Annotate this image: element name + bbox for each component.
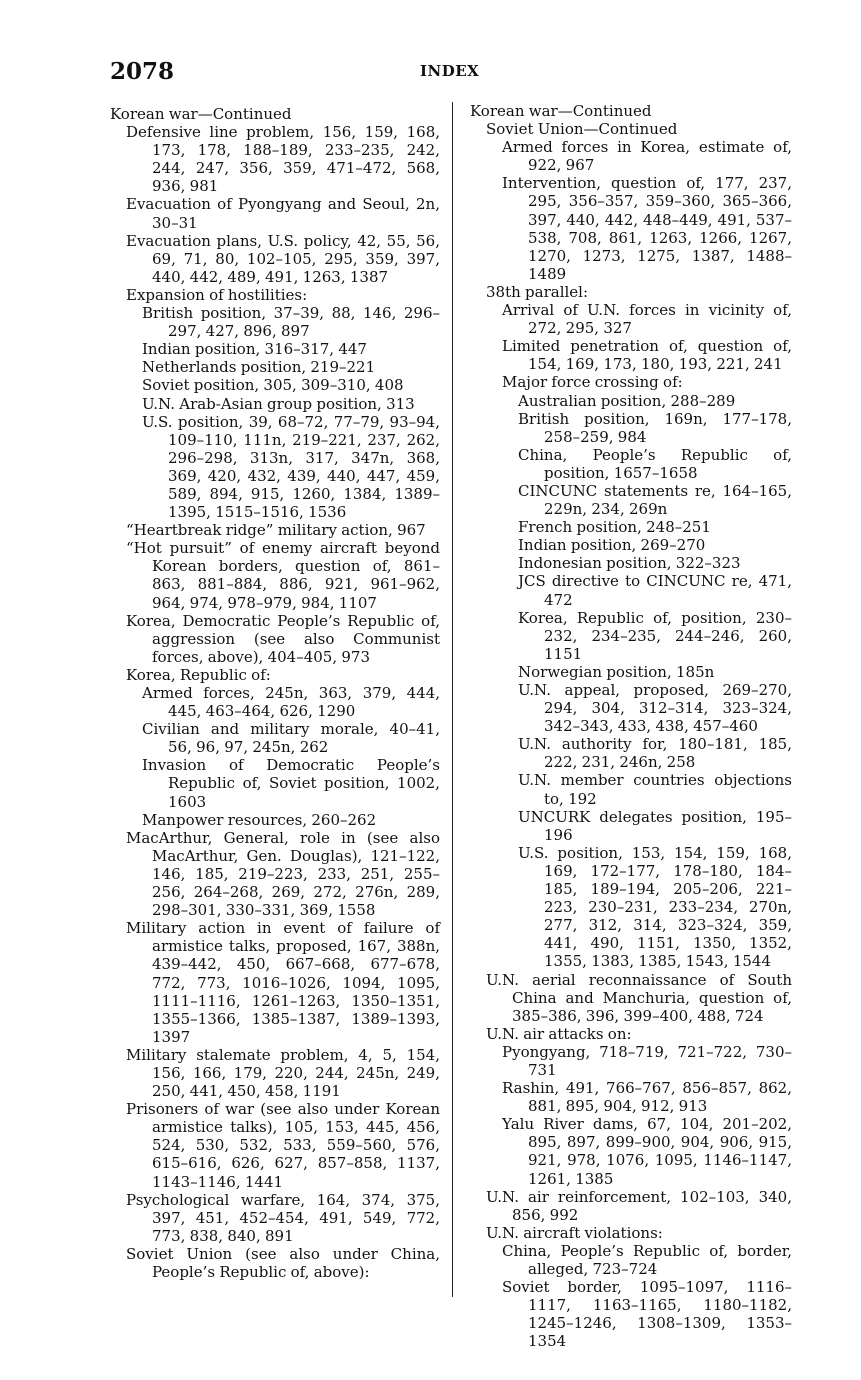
index-entry: Military stalemate problem, 4, 5, 154, 156, 166, 179, 220, 244, 245n, 249, 250, 441, 450, 458, 1191: [126, 1045, 440, 1101]
index-entry: Soviet Union (see also under China, People’s Republic of, above):: [126, 1244, 440, 1281]
index-entry: MacArthur, General, role in (see also MacArthur, Gen. Douglas), 121–122, 146, 185, 219–223, 233, 251, 255–256, 264–268, 269, 272, 276n, 289, 298–301, 330–331, 369, 1558: [126, 828, 440, 920]
index-entry: U.N. air attacks on:: [486, 1024, 632, 1043]
index-entry: Korean war—Continued: [470, 102, 652, 120]
index-entry: Arrival of U.N. forces in vicinity of, 272, 295, 327: [502, 301, 792, 338]
index-entry: 38th parallel:: [486, 282, 589, 301]
index-entry: Armed forces, 245n, 363, 379, 444, 445, 463–464, 626, 1290: [142, 684, 440, 721]
index-entry: French position, 248–251: [518, 518, 711, 537]
index-entry: Norwegian position, 185n: [518, 662, 715, 681]
index-entry: “Heartbreak ridge” military action, 967: [126, 521, 426, 540]
index-entry: Soviet position, 305, 309–310, 408: [142, 376, 404, 395]
index-entry: Yalu River dams, 67, 104, 201–202, 895, 897, 899–900, 904, 906, 915, 921, 978, 1076, 1095, 1146–1147, 1261, 1385: [502, 1115, 792, 1188]
index-entry: Intervention, question of, 177, 237, 295, 356–357, 359–360, 365–366, 397, 440, 442, 448–449, 491, 537–538, 708, 861, 1263, 1266, 1267, 1270, 1273, 1275, 1387, 1488–1489: [502, 174, 792, 283]
index-entry: U.S. position, 39, 68–72, 77–79, 93–94, 109–110, 111n, 219–221, 237, 262, 296–298, 313n, 317, 347n, 368, 369, 420, 432, 439, 440, 447, 459, 589, 894, 915, 1260, 1384, 1389–1395, 1515–1516, 1536: [142, 412, 440, 522]
index-entry: China, People’s Republic of, border, alleged, 723–724: [502, 1241, 792, 1278]
index-entry: Korean war—Continued: [110, 105, 292, 123]
index-entry: CINCUNC statements re, 164–165, 229n, 234, 269n: [518, 481, 792, 519]
index-entry: “Hot pursuit” of enemy aircraft beyond Korean borders, question of, 861–863, 881–884, 886, 921, 961–962, 964, 974, 978–979, 984, 1107: [126, 539, 440, 612]
index-entry: Indian position, 316–317, 447: [142, 340, 367, 359]
index-entry: U.N. air reinforcement, 102–103, 340, 856, 992: [486, 1187, 792, 1224]
index-entry: Invasion of Democratic People’s Republic of, Soviet position, 1002, 1603: [142, 756, 440, 811]
index-entry: China, People’s Republic of, position, 1657–1658: [518, 445, 792, 482]
index-entry: Soviet border, 1095–1097, 1116–1117, 1163–1165, 1180–1182, 1245–1246, 1308–1309, 1353–1354: [502, 1278, 792, 1351]
running-head: INDEX: [420, 62, 480, 80]
index-entry: Manpower resources, 260–262: [142, 810, 377, 829]
index-entry: British position, 169n, 177–178, 258–259, 984: [518, 409, 792, 446]
index-entry: Rashin, 491, 766–767, 856–857, 862, 881, 895, 904, 912, 913: [502, 1079, 792, 1116]
left-index-column: [110, 105, 440, 1281]
page-number: 2078: [110, 58, 175, 85]
index-entry: U.N. aircraft violations:: [486, 1223, 663, 1242]
index-entry: U.N. Arab-Asian group position, 313: [142, 394, 415, 413]
index-entry: Indonesian position, 322–323: [518, 554, 741, 573]
index-entry: Korea, Republic of, position, 230–232, 234–235, 244–246, 260, 1151: [518, 608, 792, 663]
index-entry: Korea, Democratic People’s Republic of, aggression (see also Communist forces, above), 404–405, 973: [126, 611, 440, 666]
index-entry: Korea, Republic of:: [126, 665, 271, 684]
index-entry: Defensive line problem, 156, 159, 168, 173, 178, 188–189, 233–235, 242, 244, 247, 356, 359, 471–472, 568, 936, 981: [126, 123, 440, 196]
column-divider: [452, 102, 453, 1297]
index-entry: Soviet Union—Continued: [486, 120, 678, 139]
index-entry: UNCURK delegates position, 195–196: [518, 807, 792, 844]
index-entry: JCS directive to CINCUNC re, 471, 472: [518, 572, 792, 609]
index-entry: U.N. member countries objections to, 192: [518, 771, 792, 808]
index-entry: Psychological warfare, 164, 374, 375, 397, 451, 452–454, 491, 549, 772, 773, 838, 840, 891: [126, 1190, 440, 1245]
index-entry: Major force crossing of:: [502, 373, 683, 392]
index-entry: U.N. aerial reconnaissance of South China and Manchuria, question of, 385–386, 396, 399–400, 488, 724: [486, 970, 792, 1025]
index-entry: U.S. position, 153, 154, 159, 168, 169, 172–177, 178–180, 184–185, 189–194, 205–206, 221–223, 230–231, 233–234, 270n, 277, 312, 314, 323–324, 359, 441, 490, 1151, 1350, 1352, 1355, 1383, 1385, 1543, 1544: [518, 843, 792, 971]
index-entry: Australian position, 288–289: [518, 391, 736, 410]
index-entry: Evacuation plans, U.S. policy, 42, 55, 56, 69, 71, 80, 102–105, 295, 359, 397, 440, 442, 489, 491, 1263, 1387: [126, 231, 440, 286]
index-entry: Expansion of hostilities:: [126, 285, 308, 304]
index-entry: Military action in event of failure of armistice talks, proposed, 167, 388n, 439–442, 450, 667–668, 677–678, 772, 773, 1016–1026, 1094, 1095, 1111–1116, 1261–1263, 1350–1351, 1355–1366, 1385–1387, 1389–1393, 1397: [126, 919, 440, 1046]
right-index-column: [470, 102, 792, 1350]
index-entry: U.N. appeal, proposed, 269–270, 294, 304, 312–314, 323–324, 342–343, 433, 438, 457–460: [518, 681, 792, 736]
index-entry: Limited penetration of, question of, 154, 169, 173, 180, 193, 221, 241: [502, 337, 792, 374]
index-entry: Pyongyang, 718–719, 721–722, 730–731: [502, 1042, 792, 1079]
index-entry: Netherlands position, 219–221: [142, 358, 376, 377]
index-entry: Civilian and military morale, 40–41, 56, 96, 97, 245n, 262: [142, 720, 440, 757]
index-entry: Indian position, 269–270: [518, 536, 706, 555]
index-entry: Prisoners of war (see also under Korean armistice talks), 105, 153, 445, 456, 524, 530, 532, 533, 559–560, 576, 615–616, 626, 627, 857–858, 1137, 1143–1146, 1441: [126, 1100, 440, 1191]
index-entry: Evacuation of Pyongyang and Seoul, 2n, 30–31: [126, 195, 440, 232]
index-entry: British position, 37–39, 88, 146, 296–297, 427, 896, 897: [142, 304, 440, 341]
index-entry: U.N. authority for, 180–181, 185, 222, 231, 246n, 258: [518, 735, 792, 772]
index-entry: Armed forces in Korea, estimate of, 922, 967: [502, 138, 792, 175]
